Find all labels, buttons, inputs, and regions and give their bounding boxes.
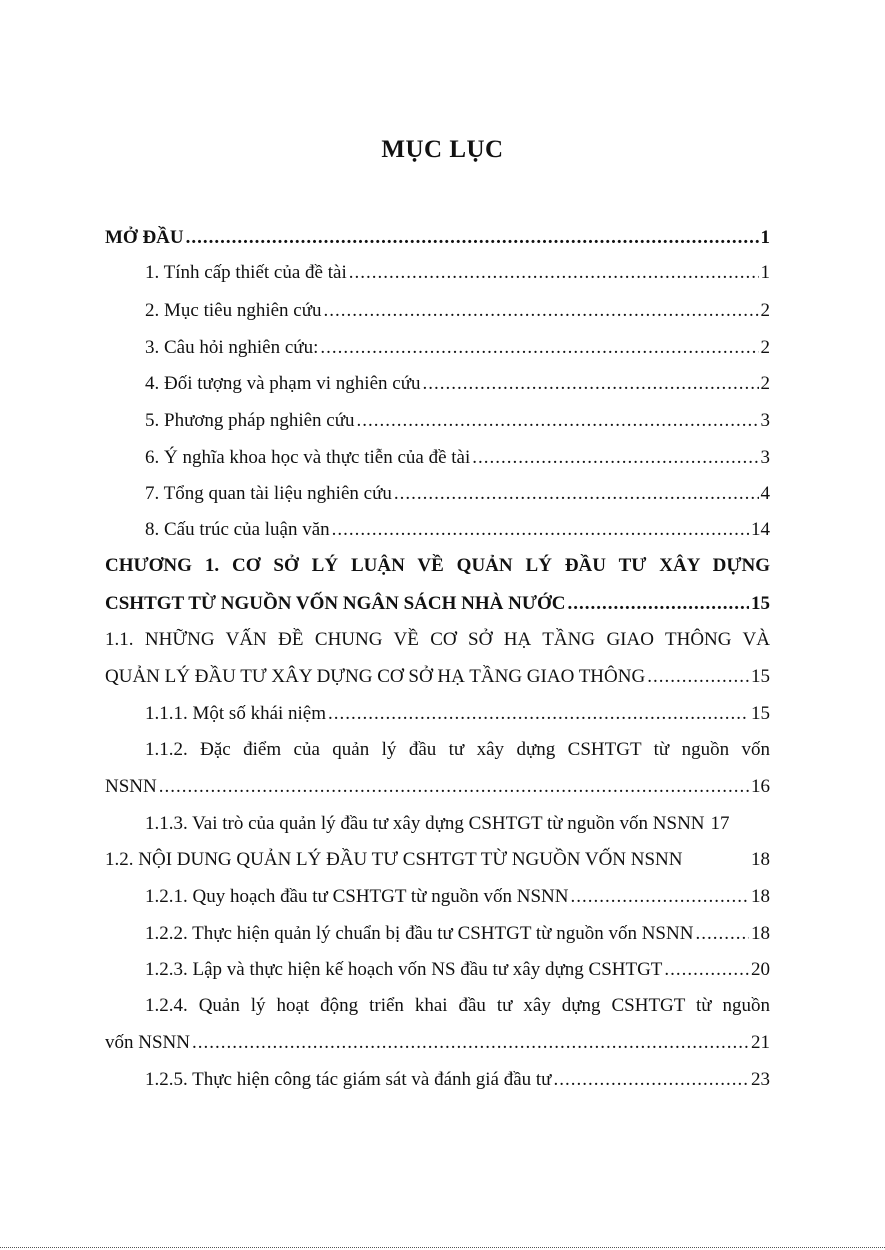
toc-entry[interactable] (145, 407, 770, 435)
toc-entry-text: 6. Ý nghĩa khoa học và thực tiễn của đề tài (145, 447, 471, 468)
toc-entry-text: 1. Tính cấp thiết của đề tài (145, 262, 347, 283)
toc-entry-section-1-1-cont[interactable] (105, 663, 770, 691)
toc-entry-text: 1.2.4. Quản lý hoạt động triển khai đầu tư xây dựng CSHTGT từ nguồn (145, 995, 770, 1016)
toc-entry-section-1-1[interactable] (105, 626, 770, 654)
toc-entry[interactable] (145, 883, 770, 911)
toc-page-number: 15 (751, 593, 770, 614)
toc-entry[interactable] (145, 1066, 770, 1094)
toc-entry-text: vốn NSNN (105, 1032, 190, 1053)
toc-entry-cont[interactable] (105, 1029, 770, 1057)
dot-leader (328, 700, 749, 728)
toc-page-number: 16 (751, 776, 770, 797)
toc-page-number: 15 (751, 666, 770, 687)
dot-leader (320, 334, 758, 362)
toc-entry-text: 1.1.2. Đặc điểm của quản lý đầu tư xây dựng CSHTGT từ nguồn vốn (145, 739, 770, 760)
toc-entry-cont[interactable] (105, 773, 770, 801)
toc-entry-text: 7. Tổng quan tài liệu nghiên cứu (145, 483, 392, 504)
toc-page-number: 23 (751, 1069, 770, 1090)
toc-entry-text: QUẢN LÝ ĐẦU TƯ XÂY DỰNG CƠ SỞ HẠ TẦNG GIAO THÔNG (105, 666, 646, 687)
toc-page-number: 14 (751, 519, 770, 540)
toc-page-number: 18 (751, 923, 770, 944)
toc-page-number: 2 (760, 300, 770, 321)
dot-leader (186, 224, 759, 252)
toc-entry[interactable] (145, 736, 770, 764)
dot-leader (695, 920, 749, 948)
toc-entry-text: 1.2.1. Quy hoạch đầu tư CSHTGT từ nguồn vốn NSNN (145, 886, 569, 907)
toc-entry[interactable] (145, 810, 770, 838)
toc-page-number: 20 (751, 959, 770, 980)
toc-page-number: 17 (710, 813, 730, 834)
toc-entry-text: 1.1.1. Một số khái niệm (145, 703, 327, 724)
dot-leader (567, 590, 749, 618)
toc-entry-introduction[interactable] (105, 224, 770, 252)
toc-entry-text: 1.1. NHỮNG VẤN ĐỀ CHUNG VỀ CƠ SỞ HẠ TẦNG GIAO THÔNG VÀ (105, 629, 770, 650)
toc-page-number: 18 (751, 886, 770, 907)
dot-leader (423, 370, 759, 398)
dot-leader (324, 297, 759, 325)
toc-entry[interactable] (145, 370, 770, 398)
dot-leader (647, 663, 749, 691)
dot-leader (570, 883, 749, 911)
toc-entry-text: NSNN (105, 776, 157, 797)
toc-entry[interactable] (145, 920, 770, 948)
toc-page-number: 3 (760, 447, 770, 468)
toc-page-number: 15 (751, 703, 770, 724)
toc-page-number: 18 (751, 849, 770, 870)
toc-entry-text: 2. Mục tiêu nghiên cứu (145, 300, 322, 321)
toc-page-number: 2 (760, 373, 770, 394)
page-title: MỤC LỤC (381, 136, 504, 163)
toc-entry-text: 5. Phương pháp nghiên cứu (145, 410, 355, 431)
toc-entry[interactable] (145, 956, 770, 984)
toc-entry[interactable] (145, 992, 770, 1020)
toc-entry-chapter-1[interactable] (105, 552, 770, 580)
toc-entry[interactable] (145, 516, 770, 544)
toc-page-number: 1 (760, 227, 770, 248)
dot-leader (394, 480, 759, 508)
toc-entry-text: 1.2.5. Thực hiện công tác giám sát và đánh giá đầu tư (145, 1069, 552, 1090)
toc-entry-text: CHƯƠNG 1. CƠ SỞ LÝ LUẬN VỀ QUẢN LÝ ĐẦU TƯ XÂY DỰNG (105, 555, 770, 576)
page-bottom-divider (0, 1247, 885, 1248)
toc-page-number: 4 (760, 483, 770, 504)
toc-entry-text: 1.2.2. Thực hiện quản lý chuẩn bị đầu tư CSHTGT từ nguồn vốn NSNN (145, 923, 694, 944)
toc-entry[interactable] (145, 259, 770, 287)
toc-page-number: 3 (760, 410, 770, 431)
toc-entry-text: 3. Câu hỏi nghiên cứu: (145, 337, 319, 358)
dot-leader (472, 444, 758, 472)
toc-entry-text: CSHTGT TỪ NGUỒN VỐN NGÂN SÁCH NHÀ NƯỚC (105, 593, 566, 614)
toc-entry-text: 1.1.3. Vai trò của quản lý đầu tư xây dựng CSHTGT từ nguồn vốn NSNN (145, 813, 705, 834)
dot-leader (357, 407, 759, 435)
toc-entry[interactable] (145, 444, 770, 472)
toc-entry-text: 4. Đối tượng và phạm vi nghiên cứu (145, 373, 421, 394)
toc-page-number: 1 (760, 262, 770, 283)
toc-entry[interactable] (145, 297, 770, 325)
toc-entry-text: 8. Cấu trúc của luận văn (145, 519, 330, 540)
toc-page-number: 2 (760, 337, 770, 358)
dot-leader (192, 1029, 749, 1057)
dot-leader (349, 259, 759, 287)
dot-leader (159, 773, 749, 801)
dot-leader (664, 956, 749, 984)
toc-entry-text: 1.2. NỘI DUNG QUẢN LÝ ĐẦU TƯ CSHTGT TỪ NGUỒN VỐN NSNN (105, 849, 683, 870)
toc-entry-text: MỞ ĐẦU (105, 227, 184, 248)
toc-entry-text: 1.2.3. Lập và thực hiện kế hoạch vốn NS đầu tư xây dựng CSHTGT (145, 959, 663, 980)
dot-leader (553, 1066, 749, 1094)
toc-entry[interactable] (145, 700, 770, 728)
toc-entry-chapter-1-cont[interactable] (105, 590, 770, 618)
dot-leader (332, 516, 749, 544)
toc-entry-section-1-2[interactable] (105, 846, 770, 874)
toc-entry[interactable] (145, 334, 770, 362)
toc-entry[interactable] (145, 480, 770, 508)
toc-page-number: 21 (751, 1032, 770, 1053)
